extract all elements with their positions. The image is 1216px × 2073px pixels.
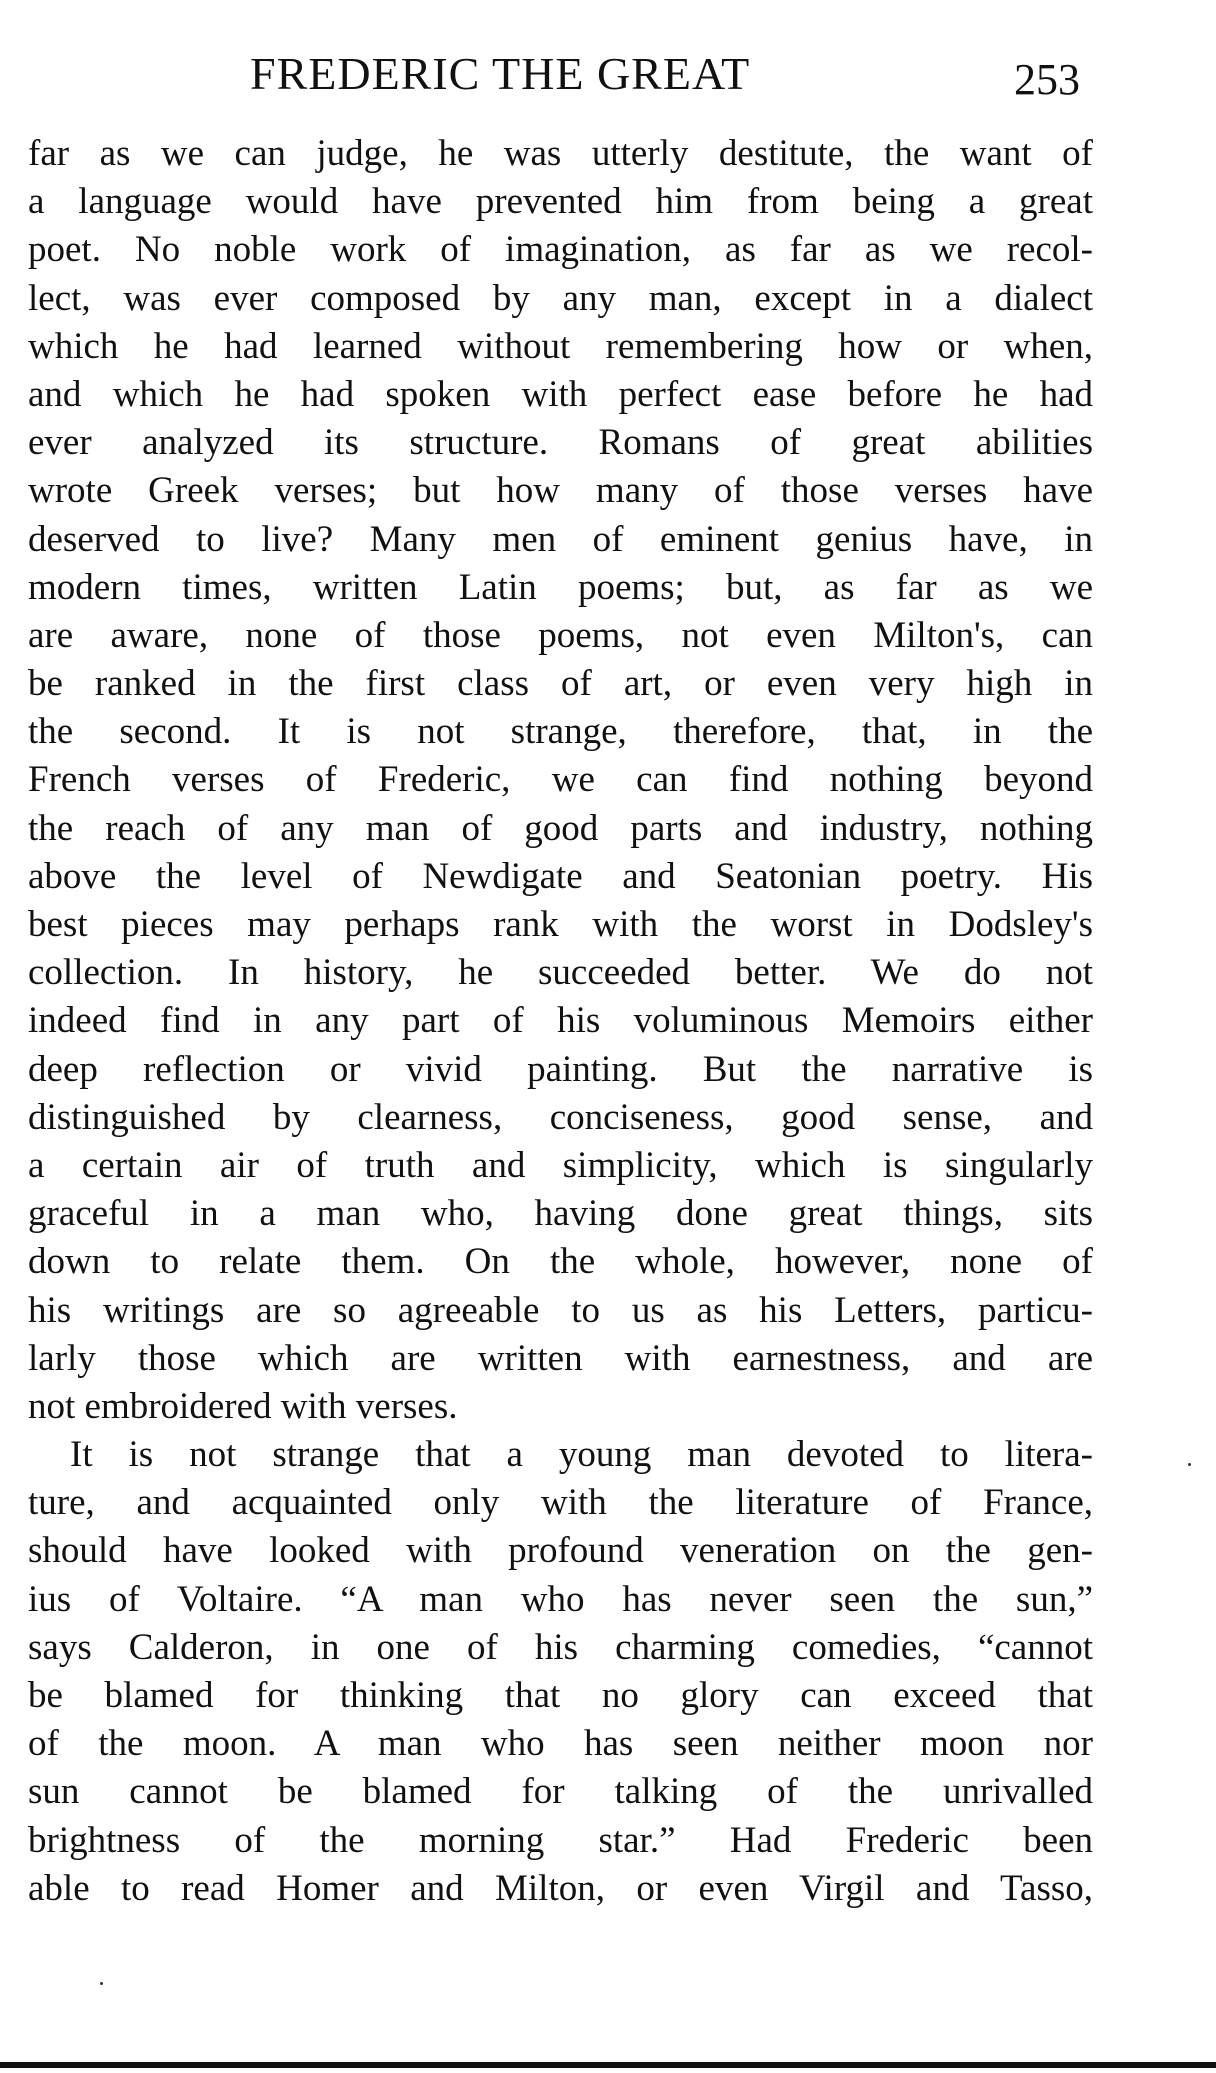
text-line: poet. No noble work of imagination, as far as we recol- xyxy=(28,229,1093,271)
text-line: sun cannot be blamed for talking of the unrivalled xyxy=(28,1771,1093,1813)
text-line: be blamed for thinking that no glory can exceed that xyxy=(28,1675,1093,1716)
text-line: It is not strange that a young man devoted to litera- xyxy=(70,1434,1093,1476)
print-speck xyxy=(1188,1463,1191,1466)
running-head xyxy=(0,42,1216,106)
text-line: French verses of Frederic, we can find nothing beyond xyxy=(28,759,1093,801)
text-line: ius of Voltaire. “A man who has never seen the sun,” xyxy=(28,1578,1093,1620)
text-line: his writings are so agreeable to us as his Letters, particu- xyxy=(28,1289,1093,1331)
text-line: not embroidered with verses. xyxy=(28,1385,458,1427)
text-line: collection. In history, he succeeded better. We do not xyxy=(28,952,1093,994)
text-line: modern times, written Latin poems; but, as far as we xyxy=(28,566,1093,608)
text-line: the second. It is not strange, therefore, that, in the xyxy=(28,711,1093,753)
text-line: which he had learned without remembering how or when, xyxy=(28,325,1093,367)
text-line: brightness of the morning star.” Had Frederic been xyxy=(28,1819,1093,1861)
text-line: of the moon. A man who has seen neither moon nor xyxy=(28,1723,1093,1765)
text-line: above the level of Newdigate and Seatonian poetry. His xyxy=(28,855,1093,897)
paragraph-1 xyxy=(28,130,1093,1431)
text-line: deep reflection or vivid painting. But the narrative is xyxy=(28,1048,1093,1090)
text-line: best pieces may perhaps rank with the worst in Dodsley's xyxy=(28,904,1093,945)
body-text xyxy=(28,130,1093,1913)
text-line: ture, and acquainted only with the literature of France, xyxy=(28,1482,1093,1524)
text-line: able to read Homer and Milton, or even Virgil and Tasso, xyxy=(28,1867,1093,1909)
text-line: down to relate them. On the whole, however, none of xyxy=(28,1241,1093,1283)
text-line: lect, was ever composed by any man, except in a dialect xyxy=(28,277,1093,319)
text-line: ever analyzed its structure. Romans of great abilities xyxy=(28,422,1093,464)
text-line: deserved to live? Many men of eminent genius have, in xyxy=(28,518,1093,560)
text-line: graceful in a man who, having done great things, sits xyxy=(28,1193,1093,1235)
text-line: says Calderon, in one of his charming comedies, “cannot xyxy=(28,1626,1093,1668)
text-line: distinguished by clearness, conciseness, good sense, and xyxy=(28,1096,1093,1138)
text-line: indeed find in any part of his voluminous Memoirs either xyxy=(28,1000,1093,1042)
text-line: a language would have prevented him from being a great xyxy=(28,181,1093,223)
text-line: larly those which are written with earnestness, and are xyxy=(28,1337,1093,1379)
text-line: the reach of any man of good parts and industry, nothing xyxy=(28,807,1093,849)
print-speck xyxy=(100,1982,103,1985)
bottom-rule xyxy=(0,2062,1216,2068)
text-line: wrote Greek verses; but how many of those verses have xyxy=(28,470,1093,512)
text-line: be ranked in the first class of art, or even very high in xyxy=(28,663,1093,705)
paragraph-2 xyxy=(28,1431,1093,1913)
text-line: are aware, none of those poems, not even Milton's, can xyxy=(28,614,1093,656)
text-line: should have looked with profound veneration on the gen- xyxy=(28,1530,1093,1572)
text-line: and which he had spoken with perfect ease before he had xyxy=(28,373,1093,415)
text-line: a certain air of truth and simplicity, which is singularly xyxy=(28,1144,1093,1186)
text-line: far as we can judge, he was utterly destitute, the want of xyxy=(28,133,1093,174)
page-number: 253 xyxy=(1014,55,1080,104)
running-title: FREDERIC THE GREAT xyxy=(250,48,751,99)
